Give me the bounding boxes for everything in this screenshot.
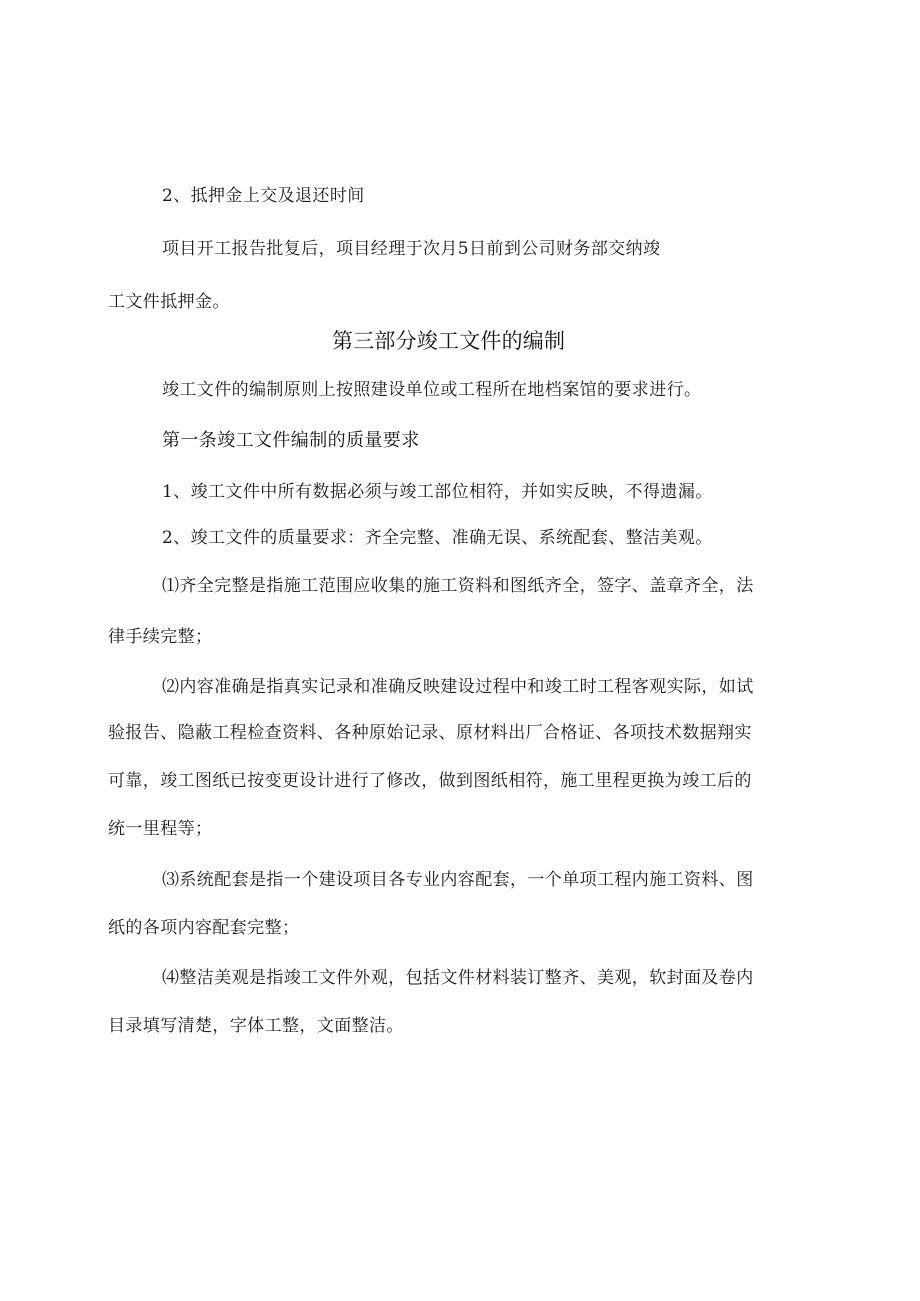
part3-title: 第三部分竣工文件的编制 bbox=[332, 329, 566, 353]
sub1-line1: ⑴齐全完整是指施工范围应收集的施工资料和图纸齐全，签字、盖章齐全，法 bbox=[162, 576, 754, 596]
item2-title: 2、抵押金上交及退还时间 bbox=[162, 186, 365, 206]
part3-intro: 竣工文件的编制原则上按照建设单位或工程所在地档案馆的要求进行。 bbox=[162, 380, 702, 400]
sub4-line1: ⑷整洁美观是指竣工文件外观，包括文件材料装订整齐、美观，软封面及卷内 bbox=[162, 968, 754, 988]
sub3-line1: ⑶系统配套是指一个建设项目各专业内容配套，一个单项工程内施工资料、图 bbox=[162, 870, 754, 890]
article1-point1: 1、竣工文件中所有数据必须与竣工部位相符，并如实反映，不得遗漏。 bbox=[162, 482, 713, 502]
sub2-line3: 可靠，竣工图纸已按变更设计进行了修改，做到图纸相符，施工里程更换为竣工后的 bbox=[108, 771, 752, 791]
sub3-line2: 纸的各项内容配套完整； bbox=[108, 918, 300, 938]
sub4-line2: 目录填写清楚，字体工整，文面整洁。 bbox=[108, 1016, 404, 1036]
sub2-line4: 统一里程等； bbox=[108, 819, 213, 839]
item2-body-line1: 项目开工报告批复后，项目经理于次月5日前到公司财务部交纳竣 bbox=[162, 239, 661, 259]
sub2-line2: 验报告、隐蔽工程检查资料、各种原始记录、原材料出厂合格证、各项技术数据翔实 bbox=[108, 723, 752, 743]
article1-point2: 2、竣工文件的质量要求：齐全完整、准确无误、系统配套、整洁美观。 bbox=[162, 528, 713, 548]
sub1-line2: 律手续完整； bbox=[108, 627, 213, 647]
sub2-line1: ⑵内容准确是指真实记录和准确反映建设过程中和竣工时工程客观实际，如试 bbox=[162, 677, 754, 697]
article1-title: 第一条竣工文件编制的质量要求 bbox=[162, 430, 420, 451]
item2-body-line2: 工文件抵押金。 bbox=[108, 292, 230, 312]
